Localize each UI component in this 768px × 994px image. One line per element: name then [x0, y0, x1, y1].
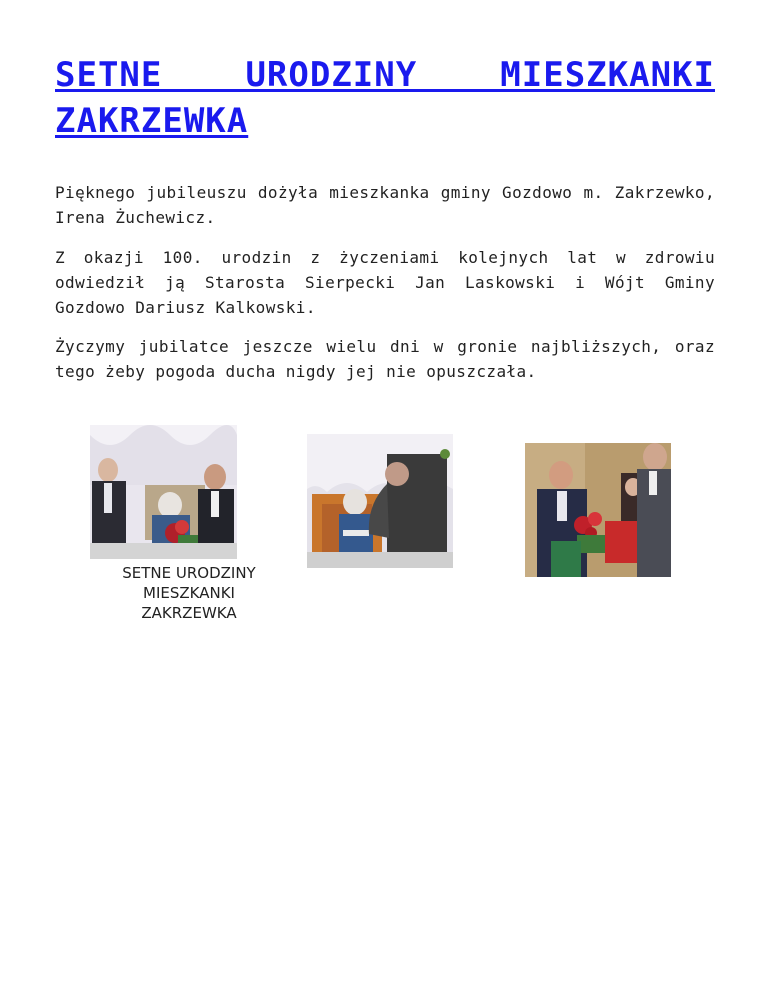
gallery-photo-1[interactable]: [90, 425, 237, 559]
gallery-caption: SETNE URODZINY MIESZKANKI ZAKRZEWKA: [122, 564, 256, 622]
gallery-photo-3[interactable]: [525, 443, 671, 577]
article-title: [55, 52, 715, 144]
gallery-photo-2[interactable]: [307, 434, 453, 568]
article-paragraph-2: Z okazji 100. urodzin z życzeniami kolejnych lat w zdrowiu odwiedził ją Starosta Sierpecki Jan Laskowski i Wójt Gminy Gozdowo Dariusz Kalkowski.: [55, 248, 715, 317]
article-title-link[interactable]: SETNE URODZINY MIESZKANKI ZAKRZEWKA: [55, 55, 715, 141]
article-paragraph-1: Pięknego jubileuszu dożyła mieszkanka gminy Gozdowo m. Zakrzewko, Irena Żuchewicz.: [55, 183, 715, 227]
article-paragraph-3: Życzymy jubilatce jeszcze wielu dni w gronie najbliższych, oraz tego żeby pogoda ducha nigdy jej nie opuszczała.: [55, 337, 715, 381]
